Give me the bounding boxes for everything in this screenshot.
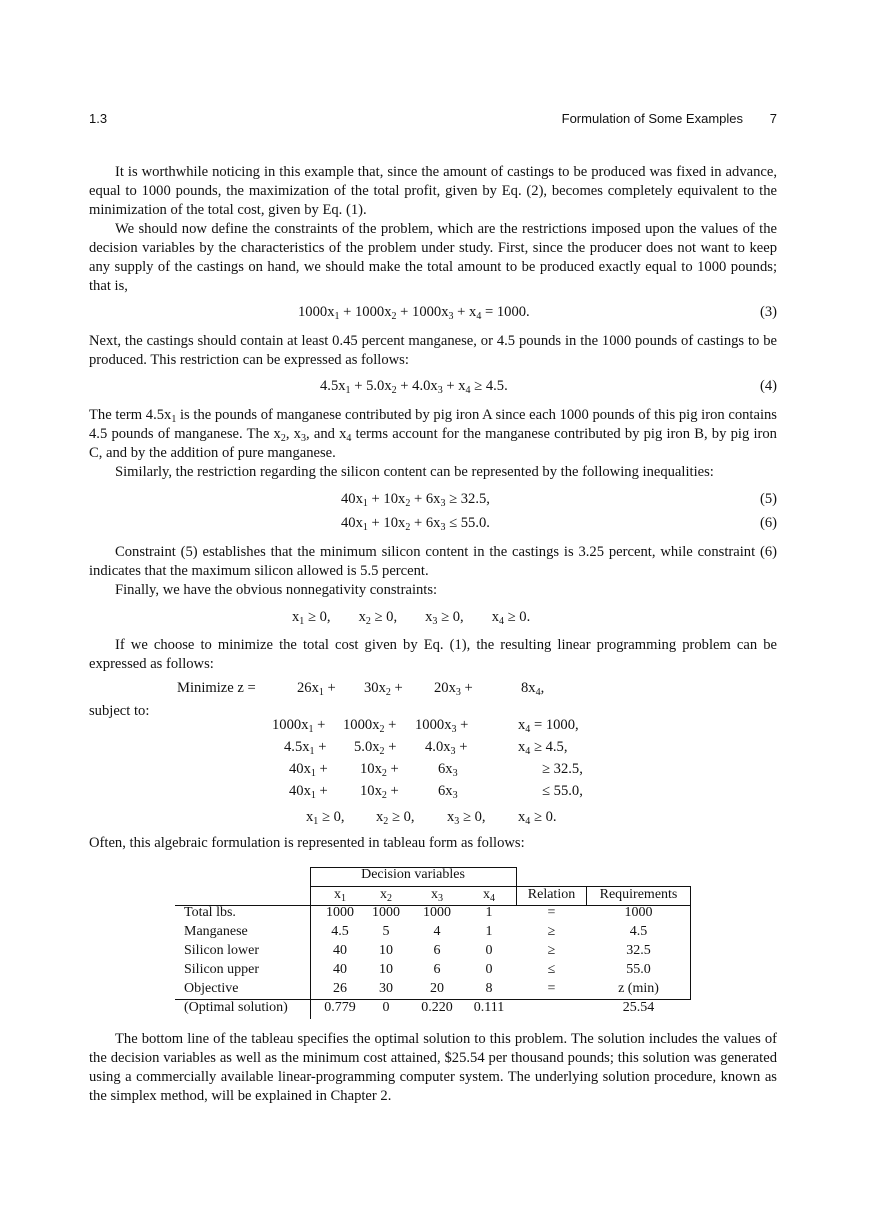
paragraph: Similarly, the restriction regarding the silicon content can be represented by the following inequalities: [115,464,714,480]
requirement-cell: 25.54 [622,1000,655,1015]
table-cell: 0 [382,1000,390,1015]
table-cell: 30 [379,981,393,996]
requirement-cell: 32.5 [626,943,651,958]
constraint-term: $6x_3$ [438,783,458,801]
paragraph: If we choose to minimize the total cost given by Eq. (1), the resulting linear programming problem can be expressed as follows: [89,637,777,672]
constraint-term: $x_4 \ge 4.5$, [518,739,568,757]
table-cell: 6 [433,962,441,977]
table-cell: 6 [433,943,441,958]
obj-term: $26x_1$ + [297,680,336,698]
table-cell: 1000 [326,905,354,920]
obj-term: $30x_2$ + [364,680,403,698]
requirement-cell: 55.0 [626,962,651,977]
var-header: $x_3$ [431,887,443,904]
var-header: $x_2$ [380,887,392,904]
requirements-header: Requirements [599,887,678,902]
constraint-term: $5.0x_2$ + [354,739,397,757]
page-number: 7 [769,111,777,126]
paragraph: Constraint (5) establishes that the minimum silicon content in the castings is 3.25 percent, while constraint (6) indicates that the maximum silicon allowed is 5.5 percent. [89,544,777,579]
constraint-term: $x_4 = 1000$, [518,717,579,735]
table-cell: 4 [433,924,441,939]
lp-nonneg: $x_3 \ge 0$, [447,809,486,827]
row-label: Manganese [184,924,248,939]
equation-6: $40x_1 + 10x_2 + 6x_3 \le 55.0$. [341,515,490,533]
table-cell: 1000 [423,905,451,920]
table-cell: 5 [382,924,390,939]
paragraph: It is worthwhile noticing in this example that, since the amount of castings to be produced was fixed in advance, equal to 1000 pounds, the maximization of the total profit, given by Eq. (2), becomes completely equivalent to the minimization of the total cost, given by Eq. (1). [89,164,777,218]
relation-cell: = [547,905,556,920]
table-cell: 1 [485,905,493,920]
obj-term: $20x_3$ + [434,680,473,698]
running-header [89,111,777,129]
row-label: Silicon upper [184,962,260,977]
table-cell: 26 [333,981,347,996]
var-header: $x_1$ [334,887,346,904]
constraint-term: $6x_3$ [438,761,458,779]
relation-cell: = [547,981,556,996]
equation-number: (5) [759,491,777,507]
constraint-term: $40x_1$ + [289,783,328,801]
row-label: Objective [184,981,239,996]
constraint-term: $4.0x_3$ + [425,739,468,757]
var-header: $x_4$ [483,887,495,904]
table-cell: 0 [485,943,493,958]
constraint-term: $4.5x_1$ + [284,739,327,757]
equation-number: (4) [759,378,777,394]
table-cell: 0.220 [421,1000,453,1015]
constraint-rhs: ≤ 55.0, [542,783,583,799]
requirement-cell: z (min) [618,981,659,996]
table-cell: 1000 [372,905,400,920]
table-cell: 40 [333,962,347,977]
minimize-label: Minimize z = [177,680,256,696]
equation-5: $40x_1 + 10x_2 + 6x_3 \ge 32.5$, [341,491,490,509]
constraint-term: $1000x_3$ + [415,717,469,735]
section-number: 1.3 [89,111,108,126]
constraint-term: $1000x_1$ + [272,717,326,735]
decision-variables-header: Decision variables [361,867,465,882]
relation-header: Relation [527,887,576,902]
subject-to-label: subject to: [89,703,150,719]
section-title: Formulation of Some Examples [561,111,743,126]
paragraph: The term $4.5x_1$ is the pounds of manganese contributed by pig iron A since each 1000 pounds of this pig iron contains 4.5 pounds of manganese. The $x_2$, $x_3$, and $x_4$ terms account for the manganese contributed by pig iron B, by pig iron C, and by the addition of pure manganese. [89,407,777,461]
constraint-term: $10x_2$ + [360,761,399,779]
requirement-cell: 4.5 [629,924,648,939]
row-label: (Optimal solution) [184,1000,288,1015]
table-cell: 40 [333,943,347,958]
paragraph: Next, the castings should contain at least 0.45 percent manganese, or 4.5 pounds in the 1000 pounds of castings to be produced. This restriction can be expressed as follows: [89,333,777,368]
paragraph: Often, this algebraic formulation is represented in tableau form as follows: [89,835,525,851]
table-cell: 10 [379,962,393,977]
paragraph: Finally, we have the obvious nonnegativity constraints: [115,582,438,598]
nonnegativity-constraints: $x_1 \ge 0$, $x_2 \ge 0$, $x_3 \ge 0$, $x_4 \ge 0$. [292,609,531,627]
row-label: Total lbs. [184,905,236,920]
equation-3: $1000x_1 + 1000x_2 + 1000x_3 + x_4 = 1000$. [298,304,530,322]
constraint-term: $10x_2$ + [360,783,399,801]
lp-nonneg: $x_4 \ge 0$. [518,809,557,827]
table-cell: 0.111 [473,1000,505,1015]
requirement-cell: 1000 [624,905,653,920]
row-label: Silicon lower [184,943,260,958]
table-cell: 4.5 [331,924,349,939]
table-cell: 0 [485,962,493,977]
table-cell: 8 [485,981,493,996]
obj-term: $8x_4$, [521,680,545,698]
constraint-term: $40x_1$ + [289,761,328,779]
table-cell: 1 [485,924,493,939]
relation-cell: ≥ [547,924,556,939]
lp-nonneg: $x_1 \ge 0$, [306,809,345,827]
paragraph: We should now define the constraints of the problem, which are the restrictions imposed upon the values of the decision variables by the characteristics of the problem under study. First, since the producer does not want to keep any supply of the castings on hand, we should make the total amount to be produced exactly equal to 1000 pounds; that is, [89,221,777,294]
lp-nonneg: $x_2 \ge 0$, [376,809,415,827]
constraint-rhs: ≥ 32.5, [542,761,583,777]
equation-4: $4.5x_1 + 5.0x_2 + 4.0x_3 + x_4 \ge 4.5$. [320,378,508,396]
paragraph: The bottom line of the tableau specifies the optimal solution to this problem. The solution includes the values of the decision variables as well as the minimum cost attained, $25.54 per thousand pounds; this solution was generated using a commercially available linear-programming computer system. The underlying solution procedure, known as the simplex method, will be explained in Chapter 2. [89,1031,777,1104]
constraint-term: $1000x_2$ + [343,717,397,735]
table-cell: 20 [430,981,444,996]
equation-number: (3) [759,304,777,320]
equation-number: (6) [759,515,777,531]
table-cell: 0.779 [324,1000,356,1015]
relation-cell: ≥ [547,943,556,958]
relation-cell: ≤ [547,962,556,977]
table-cell: 10 [379,943,393,958]
